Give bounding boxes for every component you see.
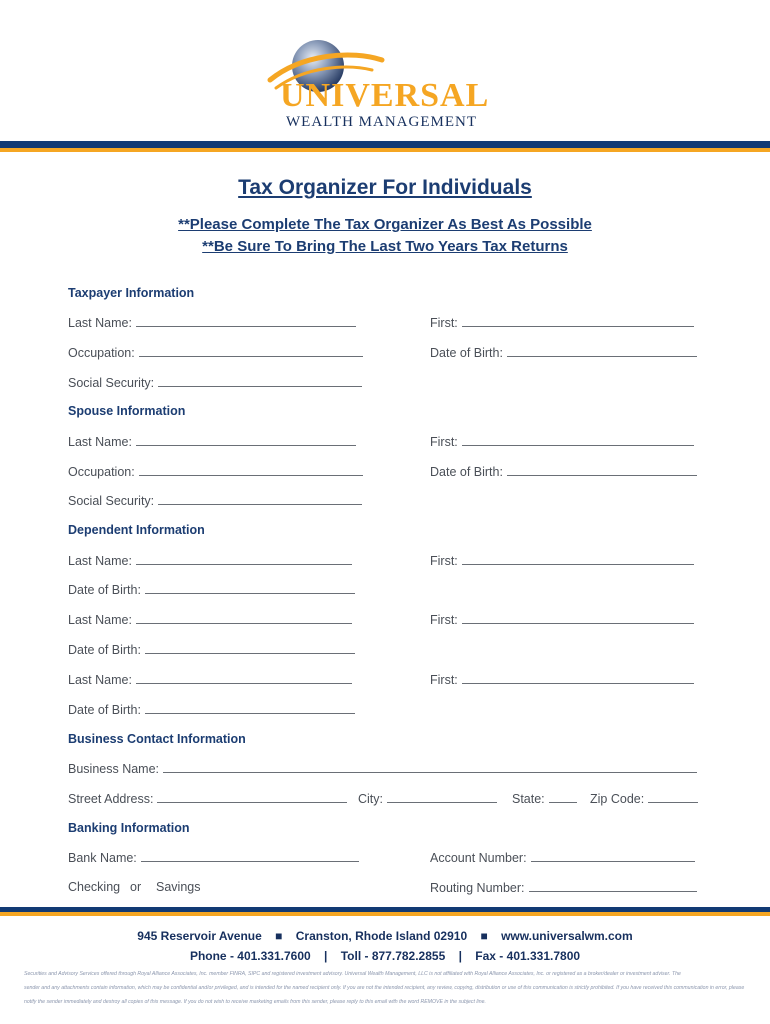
field-label: Date of Birth: xyxy=(430,346,503,360)
disclaimer-line-1: Securities and Advisory Services offered through Royal Alliance Associates, Inc. member FINRA, SIPC and registered investment advisory. Universal Wealth Management, LLC is not affiliated with Royal Alliance Associates, Inc. or registered as a broker/dealer or investment adviser. The xyxy=(24,971,681,977)
subtitle-complete: **Please Complete The Tax Organizer As Best As Possible xyxy=(178,216,592,233)
section-spouse: Spouse Information xyxy=(68,404,186,418)
taxpayer-dob-field[interactable] xyxy=(430,345,697,360)
field-label: Date of Birth: xyxy=(68,643,141,657)
globe-logo-icon xyxy=(262,36,502,136)
field-label: City: xyxy=(358,792,383,806)
business-city-field[interactable] xyxy=(358,791,497,806)
fill-blank[interactable] xyxy=(145,642,355,654)
field-label: State: xyxy=(512,792,545,806)
fill-blank[interactable] xyxy=(136,672,352,684)
field-label: Social Security: xyxy=(68,376,155,390)
account-number-field[interactable] xyxy=(430,850,695,865)
taxpayer-first-name-field[interactable] xyxy=(430,315,694,330)
fill-blank[interactable] xyxy=(157,791,347,803)
page-title: Tax Organizer For Individuals xyxy=(238,176,532,199)
spouse-last-name-field[interactable] xyxy=(68,434,356,449)
fill-blank[interactable] xyxy=(507,464,697,476)
footer-toll: Toll - 877.782.2855 xyxy=(340,949,446,963)
fill-blank[interactable] xyxy=(462,612,694,624)
dependent-1-last-name-field[interactable] xyxy=(68,553,352,568)
or-label: or xyxy=(130,880,142,894)
business-name-field[interactable] xyxy=(68,761,697,776)
svg-text:WEALTH MANAGEMENT: WEALTH MANAGEMENT xyxy=(286,114,478,130)
svg-text:UNIVERSAL: UNIVERSAL xyxy=(280,77,490,114)
fill-blank[interactable] xyxy=(531,850,695,862)
fill-blank[interactable] xyxy=(158,375,362,387)
field-label: Last Name: xyxy=(68,613,132,627)
footer-address-line xyxy=(0,929,770,943)
disclaimer-line-3: notify the sender immediately and destroy all copies of this message. If you do not wish to receive marketing emails from this sender, please reply to this email with the word REMOVE in the subject line. xyxy=(24,999,486,1005)
fill-blank[interactable] xyxy=(462,315,694,327)
field-label: Last Name: xyxy=(68,673,132,687)
field-label: First: xyxy=(430,673,458,687)
dependent-3-last-name-field[interactable] xyxy=(68,672,352,687)
fill-blank[interactable] xyxy=(163,761,697,773)
fill-blank[interactable] xyxy=(549,791,577,803)
field-label: Street Address: xyxy=(68,792,154,806)
field-label: Account Number: xyxy=(430,851,527,865)
section-dependent: Dependent Information xyxy=(68,523,205,537)
field-label: Bank Name: xyxy=(68,851,137,865)
separator-bar: | xyxy=(324,949,328,963)
dependent-3-dob-field[interactable] xyxy=(68,702,355,717)
footer-contact-line xyxy=(0,949,770,963)
field-label: First: xyxy=(430,435,458,449)
fill-blank[interactable] xyxy=(136,553,352,565)
field-label: Occupation: xyxy=(68,346,135,360)
taxpayer-ssn-field[interactable] xyxy=(68,375,362,390)
field-label: Routing Number: xyxy=(430,881,525,895)
dependent-2-first-name-field[interactable] xyxy=(430,612,694,627)
spouse-first-name-field[interactable] xyxy=(430,434,694,449)
footer-fax: Fax - 401.331.7800 xyxy=(475,949,581,963)
business-state-field[interactable] xyxy=(512,791,577,806)
fill-blank[interactable] xyxy=(462,672,694,684)
field-label: Date of Birth: xyxy=(68,583,141,597)
field-label: First: xyxy=(430,613,458,627)
fill-blank[interactable] xyxy=(136,434,356,446)
fill-blank[interactable] xyxy=(648,791,698,803)
field-label: First: xyxy=(430,316,458,330)
footer-website[interactable]: www.universalwm.com xyxy=(501,929,633,943)
fill-blank[interactable] xyxy=(139,464,363,476)
bullet-icon: ■ xyxy=(480,929,488,943)
footer-band-orange xyxy=(0,912,770,916)
fill-blank[interactable] xyxy=(136,315,356,327)
dependent-2-dob-field[interactable] xyxy=(68,642,355,657)
fill-blank[interactable] xyxy=(462,434,694,446)
disclaimer-line-2: sender and any attachments contain information, which may be confidential and/or privileged, and is intended for the named recipient only. If you are not the intended recipient, any review, copying, distribution or use of this communication is strictly prohibited. If you have received this communication in error, please xyxy=(24,985,745,991)
spouse-dob-field[interactable] xyxy=(430,464,697,479)
field-label: Zip Code: xyxy=(590,792,645,806)
fill-blank[interactable] xyxy=(529,880,697,892)
field-label: Occupation: xyxy=(68,465,135,479)
company-logo xyxy=(262,36,502,136)
footer-phone: Phone - 401.331.7600 xyxy=(189,949,311,963)
routing-number-field[interactable] xyxy=(430,880,697,895)
field-label: Social Security: xyxy=(68,494,155,508)
header-band-orange xyxy=(0,148,770,152)
field-label: Last Name: xyxy=(68,435,132,449)
fill-blank[interactable] xyxy=(507,345,697,357)
field-label: Date of Birth: xyxy=(430,465,503,479)
field-label: Last Name: xyxy=(68,554,132,568)
fill-blank[interactable] xyxy=(145,702,355,714)
business-zip-field[interactable] xyxy=(590,791,698,806)
section-banking: Banking Information xyxy=(68,821,190,835)
header-band-navy xyxy=(0,141,770,148)
dependent-1-first-name-field[interactable] xyxy=(430,553,694,568)
fill-blank[interactable] xyxy=(387,791,497,803)
fill-blank[interactable] xyxy=(136,612,352,624)
dependent-1-dob-field[interactable] xyxy=(68,582,355,597)
fill-blank[interactable] xyxy=(139,345,363,357)
bullet-icon: ■ xyxy=(275,929,283,943)
business-street-field[interactable] xyxy=(68,791,347,806)
spouse-ssn-field[interactable] xyxy=(68,493,362,508)
checking-option[interactable]: Checking xyxy=(68,880,121,894)
fill-blank[interactable] xyxy=(141,850,359,862)
spouse-occupation-field[interactable] xyxy=(68,464,363,479)
field-label: Business Name: xyxy=(68,762,160,776)
taxpayer-occupation-field[interactable] xyxy=(68,345,363,360)
dependent-2-last-name-field[interactable] xyxy=(68,612,352,627)
taxpayer-last-name-field[interactable] xyxy=(68,315,356,330)
field-label: Last Name: xyxy=(68,316,132,330)
fill-blank[interactable] xyxy=(158,493,362,505)
field-label: First: xyxy=(430,554,458,568)
subtitle-returns: **Be Sure To Bring The Last Two Years Tax Returns xyxy=(202,238,568,255)
section-taxpayer: Taxpayer Information xyxy=(68,286,195,300)
fill-blank[interactable] xyxy=(462,553,694,565)
field-label: Date of Birth: xyxy=(68,703,141,717)
dependent-3-first-name-field[interactable] xyxy=(430,672,694,687)
fill-blank[interactable] xyxy=(145,582,355,594)
footer-city: Cranston, Rhode Island 02910 xyxy=(295,929,468,943)
bank-name-field[interactable] xyxy=(68,850,359,865)
footer-address: 945 Reservoir Avenue xyxy=(137,929,262,943)
section-business: Business Contact Information xyxy=(68,732,246,746)
separator-bar: | xyxy=(458,949,462,963)
savings-option[interactable]: Savings xyxy=(156,880,201,894)
